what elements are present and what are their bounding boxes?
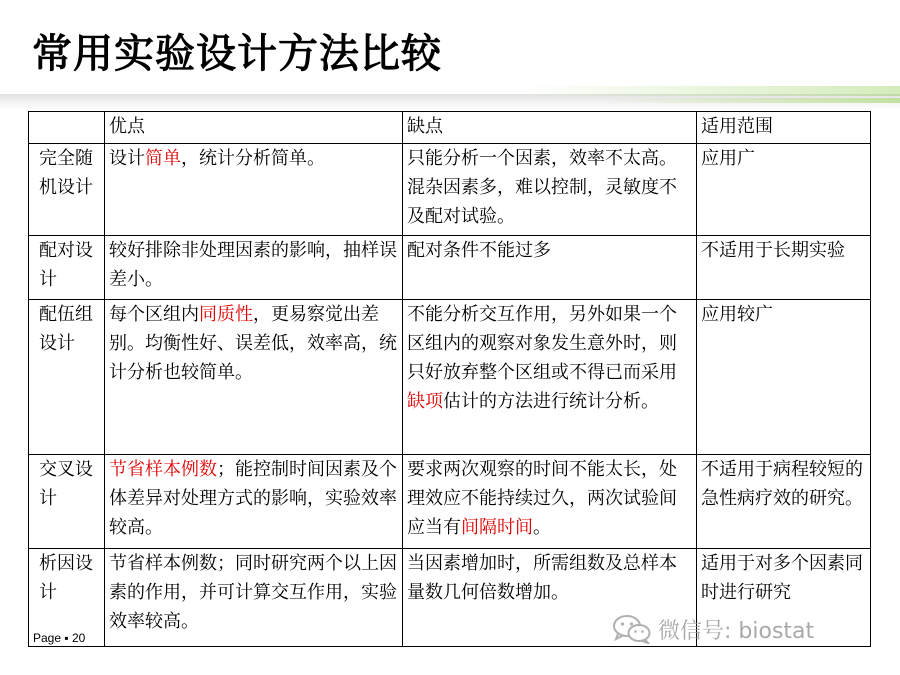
disadvantage-text: 不能分析交互作用，另外如果一个区组内的观察对象发生意外时，则只好放弃整个区组或不得已而采用 [407, 304, 677, 383]
disadvantage-text: 估计的方法进行统计分析。 [443, 391, 659, 412]
highlighted-disadvantage-text: 缺项 [407, 391, 443, 412]
highlighted-advantage-text: 同质性 [199, 304, 253, 325]
header-cell-scope: 适用范围 [697, 112, 871, 144]
disadvantage-text: 当因素增加时，所需组数及总样本量数几何倍数增加。 [407, 553, 677, 603]
disadvantages-cell [403, 144, 697, 236]
disadvantage-text: 配对条件不能过多 [407, 240, 551, 261]
highlighted-advantage-text: 简单 [145, 148, 181, 169]
design-name-cell: 配对设计 [29, 236, 105, 300]
scope-cell: 应用广 [697, 144, 871, 236]
advantage-text: 设计 [109, 148, 145, 169]
header-cell-advantages: 优点 [105, 112, 403, 144]
scope-cell: 应用较广 [697, 300, 871, 455]
advantages-cell [105, 549, 403, 647]
advantage-text: ，更易察觉出差别。均衡性好、误差低，效率高，统计分析也较简单。 [109, 304, 397, 383]
slide-title: 常用实验设计方法比较 [32, 31, 442, 77]
advantages-cell [105, 236, 403, 300]
watermark-text: 微信号: biostat [658, 618, 815, 644]
scope-cell: 不适用于长期实验 [697, 236, 871, 300]
comparison-table [28, 111, 871, 647]
disadvantages-cell [403, 236, 697, 300]
scope-cell: 不适用于病程较短的急性病疗效的研究。 [697, 455, 871, 549]
design-name-cell: 交叉设计 [29, 455, 105, 549]
scope-cell: 适用于对多个因素同时进行研究 [697, 549, 871, 647]
disadvantages-cell [403, 455, 697, 549]
design-name-cell: 完全随机设计 [29, 144, 105, 236]
advantage-text: 节省样本例数；同时研究两个以上因素的作用，并可计算交互作用，实验效率较高。 [109, 553, 397, 632]
page-number-label: Page ▪ 20 [33, 631, 86, 645]
advantages-cell [105, 455, 403, 549]
title-divider-band [0, 94, 900, 110]
advantages-cell [105, 144, 403, 236]
table-row [29, 300, 871, 455]
design-name-cell: 配伍组设计 [29, 300, 105, 455]
table-row [29, 144, 871, 236]
advantage-text: 较好排除非处理因素的影响，抽样误差小。 [109, 240, 397, 290]
table-header-row [29, 112, 871, 144]
disadvantages-cell [403, 300, 697, 455]
header-cell-empty [29, 112, 105, 144]
design-name-cell: 析因设计 [29, 549, 105, 647]
table-row [29, 455, 871, 549]
advantage-text: ，统计分析简单。 [181, 148, 325, 169]
advantage-text: ；能控制时间因素及个体差异对处理方式的影响，实验效率较高。 [109, 459, 397, 538]
table-row [29, 236, 871, 300]
wechat-icon [612, 614, 652, 644]
disadvantage-text: 要求两次观察的时间不能太长，处理效应不能持续过久，两次试验间应当有 [407, 459, 677, 538]
watermark [612, 612, 814, 646]
advantages-cell [105, 300, 403, 455]
advantage-text: 每个区组内 [109, 304, 199, 325]
disadvantage-text: 。 [533, 517, 551, 538]
header-cell-disadvantages: 缺点 [403, 112, 697, 144]
highlighted-advantage-text: 节省样本例数 [109, 459, 217, 480]
highlighted-disadvantage-text: 间隔时间 [461, 517, 533, 538]
disadvantage-text: 只能分析一个因素，效率不太高。混杂因素多，难以控制，灵敏度不及配对试验。 [407, 148, 677, 227]
